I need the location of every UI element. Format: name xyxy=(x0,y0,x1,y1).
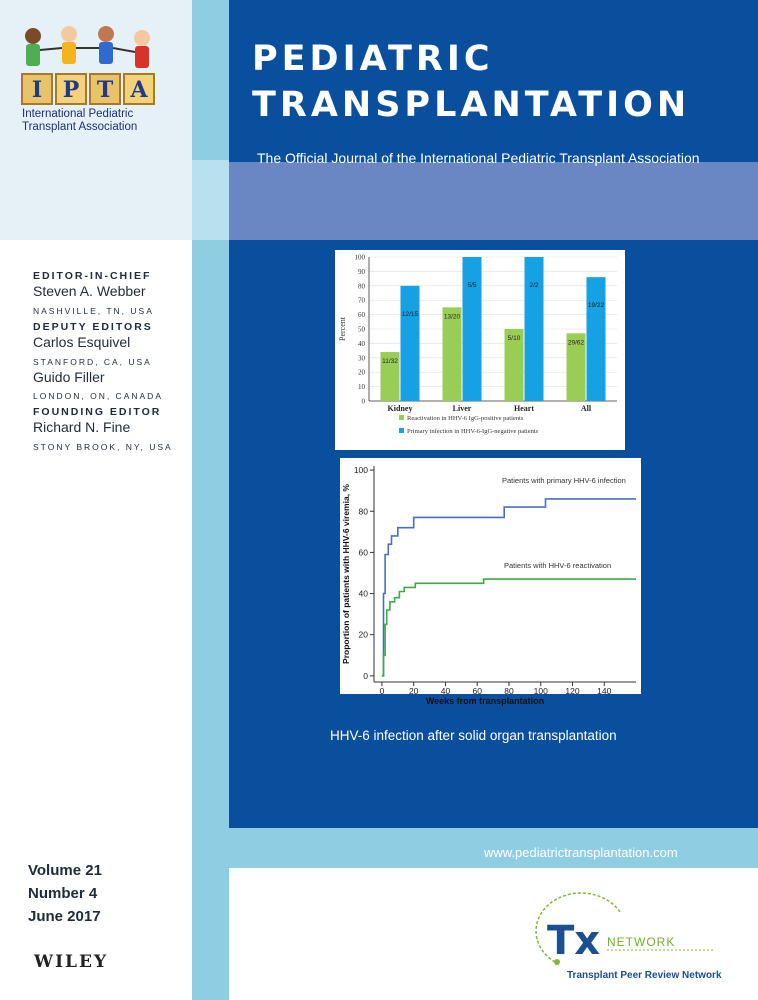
publisher-logo: WILEY xyxy=(34,952,109,972)
x-tick-label: 140 xyxy=(597,686,612,696)
y-tick-label: 40 xyxy=(358,588,368,599)
series-line xyxy=(382,579,636,676)
line-chart-series xyxy=(382,476,636,676)
bar xyxy=(587,277,606,401)
bar-chart-legend xyxy=(399,415,539,435)
y-tick-label: 100 xyxy=(353,465,368,476)
logo-tagline-line2: Transplant Association xyxy=(22,121,138,133)
legend-label: Reactivation in HHV-6 IgG-positive patients xyxy=(407,415,524,422)
editor-location: STONY BROOK, NY, USA xyxy=(33,442,173,452)
editor-name: Guido Filler xyxy=(33,369,105,385)
series-line xyxy=(382,499,636,676)
y-tick-label: 80 xyxy=(358,506,368,517)
y-tick-label: 0 xyxy=(363,670,368,681)
subtitle-panel xyxy=(229,162,758,240)
y-tick-label: 80 xyxy=(358,282,365,291)
bar-data-label: 29/62 xyxy=(567,339,585,347)
y-tick-label: 100 xyxy=(354,253,365,262)
y-tick-label: 10 xyxy=(358,383,365,392)
cover-caption: HHV-6 infection after solid organ transplantation xyxy=(330,728,617,743)
logo-tagline-line1: International Pediatric xyxy=(22,108,134,120)
y-tick-label: 0 xyxy=(361,397,365,406)
legend-swatch xyxy=(399,428,404,433)
line-chart xyxy=(340,458,641,706)
editor-location: STANFORD, CA, USA xyxy=(33,357,152,367)
journal-title-line2: TRANSPLANTATION xyxy=(252,85,691,125)
tx-mark: Tx xyxy=(547,918,601,964)
journal-subtitle: The Official Journal of the International Pediatric Transplant Association xyxy=(257,150,700,166)
tx-network-logo xyxy=(535,892,750,992)
bar-data-label: 19/22 xyxy=(587,302,605,310)
alphabet-blocks xyxy=(22,74,154,104)
legend-label: Primary infection in HHV-6-IgG-negative patients xyxy=(407,428,539,435)
bar-data-label: 5/5 xyxy=(467,282,477,289)
editor-role: DEPUTY EDITORS xyxy=(33,321,153,333)
bar-chart xyxy=(335,250,625,450)
x-tick-label: All xyxy=(580,404,592,413)
x-tick-label: 0 xyxy=(379,686,385,696)
x-tick-label: 60 xyxy=(472,686,482,696)
accent-stripe-highlight xyxy=(192,160,229,240)
y-axis-label: Percent xyxy=(338,317,347,341)
y-tick-label: 60 xyxy=(358,547,368,558)
bar xyxy=(443,307,462,401)
x-tick-label: Liver xyxy=(452,404,472,413)
editor-name: Richard N. Fine xyxy=(33,419,131,435)
y-tick-label: 30 xyxy=(358,354,365,363)
svg-text:A: A xyxy=(130,77,148,103)
y-tick-label: 50 xyxy=(358,325,365,334)
logo-tagline xyxy=(22,108,172,134)
tx-tagline: Transplant Peer Review Network xyxy=(567,970,722,981)
series-annotation: Patients with HHV-6 reactivation xyxy=(504,561,612,571)
y-tick-label: 90 xyxy=(358,267,365,276)
legend-swatch xyxy=(399,415,404,420)
bar-data-label: 13/20 xyxy=(443,313,461,321)
journal-title xyxy=(252,36,690,128)
x-tick-label: 40 xyxy=(440,686,451,696)
x-tick-label: 80 xyxy=(504,686,514,696)
bar-data-label: 11/32 xyxy=(382,358,398,366)
svg-text:T: T xyxy=(96,77,114,103)
children-figures-icon xyxy=(25,26,150,68)
issue-volume: Volume 21 xyxy=(28,862,102,879)
bar xyxy=(463,257,482,401)
x-tick-label: Heart xyxy=(514,404,534,413)
bar xyxy=(525,257,544,401)
svg-text:I: I xyxy=(31,77,43,103)
y-tick-label: 60 xyxy=(358,311,365,320)
x-tick-label: 20 xyxy=(408,686,419,696)
issue-date: June 2017 xyxy=(28,908,101,925)
y-tick-label: 70 xyxy=(358,296,365,305)
editor-location: LONDON, ON, CANADA xyxy=(33,391,163,401)
editor-name: Carlos Esquivel xyxy=(33,334,131,350)
bar-data-label: 12/15 xyxy=(401,310,419,318)
y-tick-label: 40 xyxy=(358,339,365,348)
x-tick-label: 100 xyxy=(533,686,548,696)
x-tick-label: Kidney xyxy=(387,404,413,413)
x-axis-label: Weeks from transplantation xyxy=(425,696,545,706)
journal-title-line1: PEDIATRIC xyxy=(252,39,494,79)
series-annotation: Patients with primary HHV-6 infection xyxy=(502,475,626,485)
bar-data-label: 2/2 xyxy=(529,282,539,289)
editor-role: FOUNDING EDITOR xyxy=(33,406,162,418)
editor-name: Steven A. Webber xyxy=(33,283,146,299)
tx-network-word: NETWORK xyxy=(607,935,676,949)
y-tick-label: 20 xyxy=(358,368,365,377)
journal-url[interactable]: www.pediatrictransplantation.com xyxy=(484,845,678,860)
bar-data-label: 5/10 xyxy=(507,335,521,342)
y-tick-label: 20 xyxy=(358,629,368,640)
y-axis-label: Proportion of patients with HHV-6 viremia, % xyxy=(341,484,351,664)
issue-number: Number 4 xyxy=(28,885,98,902)
bar xyxy=(401,286,420,401)
editor-role: EDITOR-IN-CHIEF xyxy=(33,270,152,282)
x-tick-label: 120 xyxy=(565,686,580,696)
svg-text:P: P xyxy=(62,77,80,103)
editor-location: NASHVILLE, TN, USA xyxy=(33,306,154,316)
